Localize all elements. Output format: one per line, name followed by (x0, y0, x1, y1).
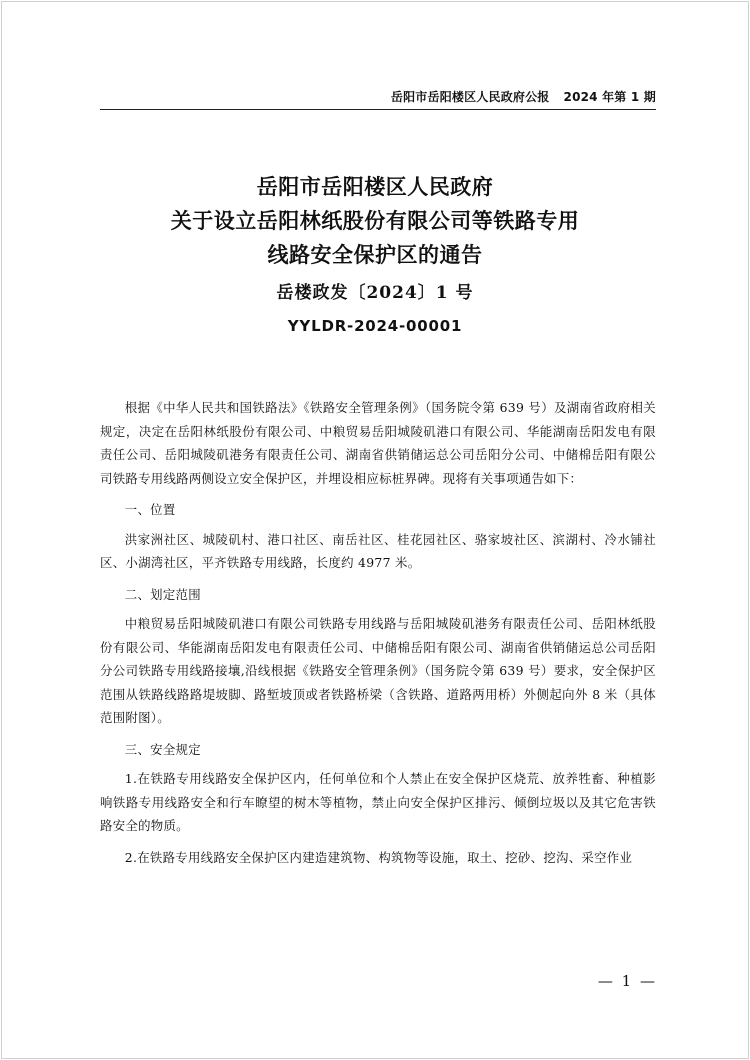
safety-rule-2: 2.在铁路专用线路安全保护区内建造建筑物、构筑物等设施，取土、挖砂、挖沟、采空作业 (124, 849, 633, 865)
section-heading-safety: 三、安全规定 (124, 741, 201, 757)
intro-paragraph: 根据《中华人民共和国铁路法》《铁路安全管理条例》（国务院令第 639 号）及湖南省政府相关规定，决定在岳阳林纸股份有限公司、中粮贸易岳阳城陵矶港口有限公司、华能湖南岳阳发电有限责任公司、岳阳城陵矶港务有限责任公司、湖南省供销储运总公司岳阳分公司、中储棉岳阳有限公司铁路专用线路两侧设立安全保护区，并埋设相应标桩界碑。现将有关事项通告如下： (100, 400, 656, 486)
header-divider (100, 109, 656, 110)
title-line-3: 线路安全保护区的通告 (267, 242, 483, 267)
page-number: — 1 — (597, 972, 657, 990)
publication-name: 岳阳市岳阳楼区人民政府公报 (390, 90, 550, 104)
bulletin-header (391, 88, 656, 105)
section-location-text: 洪家洲社区、城陵矶村、港口社区、南岳社区、桂花园社区、骆家坡社区、滨湖村、冷水铺社区、小湖湾社区，平齐铁路专用线路，长度约 4977 米。 (100, 531, 656, 570)
section-heading-location: 一、位置 (124, 502, 176, 517)
section-scope-text: 中粮贸易岳阳城陵矶港口有限公司铁路专用线路与岳阳城陵矶港务有限责任公司、岳阳林纸股份有限公司、华能湖南岳阳发电有限责任公司、中储棉岳阳有限公司、湖南省供销储运总公司岳阳分公司铁路专用线路接壤,沿线根据《铁路安全管理条例》（国务院令第 639 号）要求，安全保护区范围从铁路线路路堤坡脚、路堑坡顶或者铁路桥梁（含铁路、道路两用桥）外侧起向外 8 米（具体范围附图）。 (100, 616, 656, 725)
document-number: 岳楼政发〔2024〕1 号 (276, 283, 474, 303)
document-code: YYLDR-2024-00001 (287, 317, 463, 335)
title-line-1: 岳阳市岳阳楼区人民政府 (256, 174, 494, 199)
notice-body (100, 396, 656, 877)
title-line-2: 关于设立岳阳林纸股份有限公司等铁路专用 (170, 208, 580, 233)
issue-number: 2024 年第 1 期 (563, 90, 656, 104)
section-heading-scope: 二、划定范围 (124, 586, 201, 602)
title-block (0, 170, 750, 335)
safety-rule-1: 1.在铁路专用线路安全保护区内，任何单位和个人禁止在安全保护区烧荒、放养牲畜、种植影响铁路专用线路安全和行车瞭望的树木等植物，禁止向安全保护区排污、倾倒垃圾以及其它危害铁路安全的物质。 (100, 771, 656, 833)
